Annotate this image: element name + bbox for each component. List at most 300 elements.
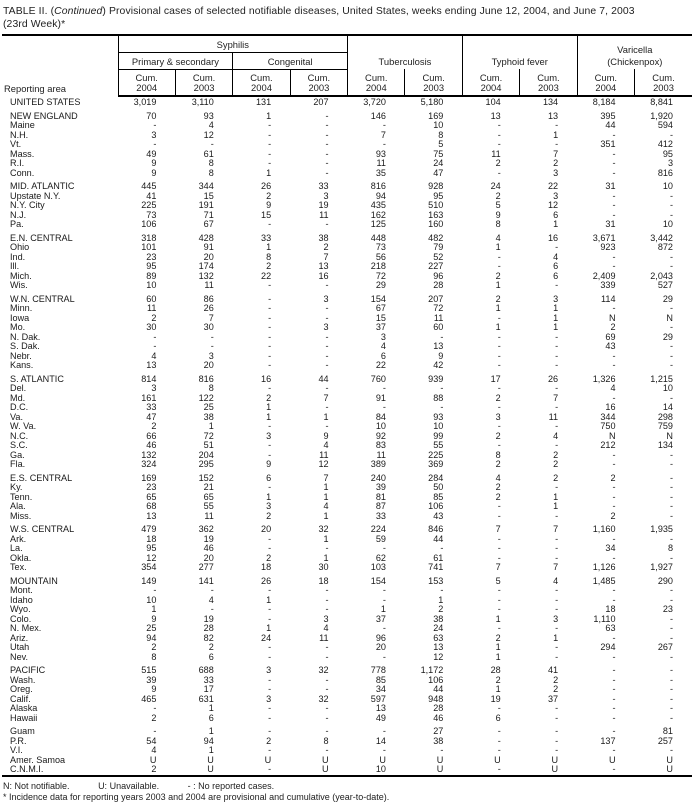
reporting-area-cell: Va. xyxy=(10,411,23,422)
value-cell: - xyxy=(497,350,501,361)
reporting-area-cell: Ky. xyxy=(10,482,23,493)
table-row xyxy=(2,460,692,470)
value-cell: - xyxy=(497,440,501,451)
reporting-area-cell: Iowa xyxy=(10,312,30,323)
value-cell: 134 xyxy=(542,97,559,108)
cum-year-header: Cum. 2004 xyxy=(348,69,405,96)
value-cell: - xyxy=(325,585,329,596)
table-row xyxy=(2,201,692,211)
value-cell: 12 xyxy=(548,200,559,211)
value-cell: 20 xyxy=(203,360,214,371)
table-row xyxy=(2,384,692,394)
value-cell: 51 xyxy=(203,440,214,451)
value-cell: 41 xyxy=(146,190,157,201)
value-cell: U xyxy=(321,764,329,775)
value-cell: 4 xyxy=(323,440,329,451)
value-cell: 1,485 xyxy=(592,575,616,586)
value-cell: 2 xyxy=(495,158,501,169)
value-cell: 1 xyxy=(266,402,272,413)
value-cell: 14 xyxy=(662,402,673,413)
value-cell: 16 xyxy=(605,402,616,413)
syphilis-group-header: Syphilis xyxy=(118,35,348,53)
value-cell: 2 xyxy=(495,293,501,304)
value-cell: - xyxy=(382,402,386,413)
title-rest: ) Provisional cases of selected notifiable diseases, United States, weeks ending June 12, 2004, and June 7, 2003 xyxy=(102,6,635,17)
cum-year-header: Cum. 2004 xyxy=(462,69,519,96)
value-cell: 3 xyxy=(151,129,157,140)
reporting-area-cell: P.R. xyxy=(10,735,27,746)
value-cell: 1 xyxy=(553,129,559,140)
table-body xyxy=(2,96,692,776)
value-cell: 44 xyxy=(433,533,444,544)
value-cell: 2 xyxy=(266,510,272,521)
value-cell: 94 xyxy=(203,735,214,746)
reporting-area-cell: UNITED STATES xyxy=(10,96,81,107)
reporting-area-cell: Ariz. xyxy=(10,632,29,643)
value-cell: 1 xyxy=(208,745,214,756)
reporting-area-cell: E.S. CENTRAL xyxy=(10,472,73,483)
value-cell: 1 xyxy=(380,604,386,615)
reporting-area-cell: Fla. xyxy=(10,459,26,470)
value-cell: - xyxy=(268,421,272,432)
value-cell: 12 xyxy=(203,129,214,140)
value-cell: 362 xyxy=(198,524,214,535)
value-cell: 1,215 xyxy=(650,373,673,384)
table-row xyxy=(2,159,692,169)
value-cell: - xyxy=(325,604,329,615)
value-cell: 3,019 xyxy=(133,97,157,108)
value-cell: 85 xyxy=(375,674,386,685)
value-cell: 94 xyxy=(146,632,157,643)
value-cell: - xyxy=(612,501,616,512)
value-cell: - xyxy=(497,623,501,634)
value-cell: 369 xyxy=(428,459,444,470)
value-cell: - xyxy=(210,331,214,342)
value-cell: - xyxy=(612,632,616,643)
value-cell: - xyxy=(555,623,559,634)
value-cell: 7 xyxy=(553,392,559,403)
value-cell: 1 xyxy=(553,312,559,323)
value-cell: - xyxy=(325,726,329,737)
value-cell: 95 xyxy=(146,261,157,272)
value-cell: - xyxy=(555,440,559,451)
value-cell: 3 xyxy=(151,383,157,394)
cum-year-header: Cum. 2003 xyxy=(520,69,577,96)
value-cell: 816 xyxy=(198,373,214,384)
table-row xyxy=(2,525,692,535)
value-cell: 30 xyxy=(146,322,157,333)
value-cell: 88 xyxy=(433,392,444,403)
table-row xyxy=(2,704,692,714)
value-cell: 4 xyxy=(151,350,157,361)
reporting-area-cell: S. ATLANTIC xyxy=(10,373,64,384)
value-cell: U xyxy=(436,764,444,775)
value-cell: - xyxy=(669,651,673,662)
value-cell: 4 xyxy=(553,430,559,441)
value-cell: 4 xyxy=(208,594,214,605)
value-cell: 14 xyxy=(375,735,386,746)
value-cell: 939 xyxy=(428,373,444,384)
value-cell: - xyxy=(268,219,272,230)
table-row xyxy=(2,512,692,522)
value-cell: 34 xyxy=(605,543,616,554)
value-cell: 1 xyxy=(495,303,501,314)
value-cell: 11 xyxy=(548,411,559,422)
reporting-area-cell: Wis. xyxy=(10,280,28,291)
value-cell: - xyxy=(325,421,329,432)
value-cell: 3,720 xyxy=(363,97,386,108)
value-cell: 9 xyxy=(495,209,501,220)
reporting-area-cell: E.N. CENTRAL xyxy=(10,232,73,243)
value-cell: 1 xyxy=(495,242,501,253)
value-cell: 103 xyxy=(370,562,386,573)
value-cell: - xyxy=(669,674,673,685)
value-cell: - xyxy=(612,129,616,140)
value-cell: - xyxy=(612,491,616,502)
value-cell: 33 xyxy=(318,181,329,192)
value-cell: 85 xyxy=(433,491,444,502)
value-cell: U xyxy=(149,754,157,765)
value-cell: 4 xyxy=(495,472,501,483)
value-cell: 72 xyxy=(203,430,214,441)
value-cell: 101 xyxy=(141,242,157,253)
value-cell: 7 xyxy=(553,562,559,573)
table-row xyxy=(2,304,692,314)
value-cell: 1 xyxy=(266,242,272,253)
value-cell: 24 xyxy=(433,623,444,634)
value-cell: 18 xyxy=(261,562,272,573)
value-cell: - xyxy=(669,501,673,512)
value-cell: 18 xyxy=(318,575,329,586)
value-cell: U xyxy=(551,764,559,775)
value-cell: 63 xyxy=(605,623,616,634)
reporting-area-cell: N.Y. City xyxy=(10,200,45,211)
reporting-area-cell: Minn. xyxy=(10,303,33,314)
value-cell: 42 xyxy=(433,360,444,371)
value-cell: 688 xyxy=(198,665,214,676)
value-cell: - xyxy=(497,167,501,178)
table-row xyxy=(2,169,692,179)
value-cell: 2 xyxy=(266,552,272,563)
value-cell: U xyxy=(436,754,444,765)
value-cell: - xyxy=(382,120,386,131)
value-cell: 7 xyxy=(380,129,386,140)
reporting-area-cell: S. Dak. xyxy=(10,341,40,352)
table-row xyxy=(2,192,692,202)
value-cell: 1 xyxy=(323,510,329,521)
value-cell: 1 xyxy=(553,219,559,230)
value-cell: 23 xyxy=(662,604,673,615)
footnote-unavailable: U: Unavailable. xyxy=(98,780,160,791)
value-cell: 12 xyxy=(146,552,157,563)
value-cell: 94 xyxy=(375,190,386,201)
value-cell: 10 xyxy=(433,120,444,131)
value-cell: 11 xyxy=(146,303,157,314)
value-cell: - xyxy=(497,312,501,323)
value-cell: 3,110 xyxy=(191,97,214,108)
value-cell: 81 xyxy=(375,491,386,502)
value-cell: 3 xyxy=(208,350,214,361)
value-cell: 2 xyxy=(266,735,272,746)
value-cell: 72 xyxy=(375,270,386,281)
table-row xyxy=(2,714,692,724)
value-cell: 6 xyxy=(553,209,559,220)
value-cell: - xyxy=(555,726,559,737)
value-cell: 5 xyxy=(438,139,444,150)
value-cell: - xyxy=(555,341,559,352)
value-cell: U xyxy=(207,754,214,765)
value-cell: - xyxy=(555,604,559,615)
value-cell: 31 xyxy=(605,219,616,230)
value-cell: 19 xyxy=(490,693,501,704)
value-cell: 2 xyxy=(553,449,559,460)
table-row xyxy=(2,765,692,776)
value-cell: - xyxy=(268,341,272,352)
value-cell: - xyxy=(669,251,673,262)
table-row xyxy=(2,643,692,653)
table-row xyxy=(2,394,692,404)
value-cell: 3,442 xyxy=(650,232,673,243)
value-cell: 69 xyxy=(605,331,616,342)
value-cell: 510 xyxy=(428,200,444,211)
value-cell: - xyxy=(555,120,559,131)
value-cell: 1,172 xyxy=(420,665,444,676)
value-cell: - xyxy=(669,623,673,634)
value-cell: 4 xyxy=(323,501,329,512)
value-cell: - xyxy=(612,261,616,272)
value-cell: 9 xyxy=(151,158,157,169)
value-cell: 46 xyxy=(203,543,214,554)
value-cell: 8,184 xyxy=(592,97,616,108)
reporting-area-cell: Pa. xyxy=(10,219,24,230)
value-cell: 2 xyxy=(610,322,616,333)
value-cell: 257 xyxy=(657,735,673,746)
footnotes xyxy=(2,781,692,804)
value-cell: 18 xyxy=(605,604,616,615)
value-cell: 81 xyxy=(662,726,673,737)
value-cell: - xyxy=(325,120,329,131)
value-cell: - xyxy=(268,642,272,653)
value-cell: - xyxy=(612,665,616,676)
value-cell: 163 xyxy=(428,209,444,220)
value-cell: 131 xyxy=(255,97,272,108)
table-row xyxy=(2,272,692,282)
value-cell: - xyxy=(669,693,673,704)
reporting-area-cell: Ill. xyxy=(10,261,20,272)
value-cell: - xyxy=(325,360,329,371)
value-cell: 154 xyxy=(370,293,386,304)
value-cell: 294 xyxy=(600,642,616,653)
value-cell: 7 xyxy=(208,312,214,323)
value-cell: - xyxy=(382,585,386,596)
table-row xyxy=(2,634,692,644)
value-cell: 26 xyxy=(261,575,272,586)
table-row xyxy=(2,685,692,695)
value-cell: 25 xyxy=(146,623,157,634)
value-cell: - xyxy=(325,594,329,605)
table-row xyxy=(2,596,692,606)
value-cell: 65 xyxy=(146,491,157,502)
value-cell: - xyxy=(612,209,616,220)
value-cell: 10 xyxy=(146,594,157,605)
value-cell: 52 xyxy=(433,251,444,262)
title-continued: Continued xyxy=(54,6,103,17)
value-cell: - xyxy=(669,510,673,521)
value-cell: 207 xyxy=(313,97,329,108)
value-cell: 4 xyxy=(208,120,214,131)
value-cell: 162 xyxy=(370,209,386,220)
value-cell: 91 xyxy=(375,392,386,403)
value-cell: 13 xyxy=(375,703,386,714)
value-cell: - xyxy=(325,110,329,121)
value-cell: - xyxy=(612,303,616,314)
value-cell: 594 xyxy=(657,120,673,131)
value-cell: 816 xyxy=(370,181,386,192)
value-cell: 13 xyxy=(146,510,157,521)
value-cell: 1 xyxy=(266,594,272,605)
reporting-area-cell: R.I. xyxy=(10,158,25,169)
value-cell: 11 xyxy=(376,158,386,169)
value-cell: - xyxy=(612,459,616,470)
table-row xyxy=(2,112,692,122)
table-row xyxy=(2,140,692,150)
value-cell: 1 xyxy=(323,552,329,563)
value-cell: 1,126 xyxy=(592,562,616,573)
value-cell: 13 xyxy=(490,110,501,121)
value-cell: - xyxy=(555,421,559,432)
value-cell: 13 xyxy=(548,110,559,121)
value-cell: 2 xyxy=(553,158,559,169)
table-row xyxy=(2,493,692,503)
value-cell: 10 xyxy=(433,421,444,432)
value-cell: - xyxy=(612,392,616,403)
table-row xyxy=(2,577,692,587)
value-cell: 13 xyxy=(146,360,157,371)
value-cell: 32 xyxy=(318,693,329,704)
value-cell: 24 xyxy=(490,181,501,192)
value-cell: - xyxy=(268,449,272,460)
value-cell: 8 xyxy=(208,383,214,394)
value-cell: 6 xyxy=(553,261,559,272)
value-cell: 92 xyxy=(375,430,386,441)
value-cell: - xyxy=(669,341,673,352)
value-cell: - xyxy=(669,585,673,596)
value-cell: 33 xyxy=(203,674,214,685)
footnote-legend xyxy=(3,781,692,793)
value-cell: - xyxy=(268,280,272,291)
value-cell: 212 xyxy=(600,440,616,451)
value-cell: - xyxy=(268,293,272,304)
value-cell: 104 xyxy=(485,97,501,108)
value-cell: 482 xyxy=(428,232,444,243)
value-cell: 2 xyxy=(495,632,501,643)
value-cell: 8 xyxy=(667,543,673,554)
value-cell: 1 xyxy=(266,167,272,178)
value-cell: - xyxy=(153,341,157,352)
table-row xyxy=(2,253,692,263)
value-cell: 479 xyxy=(141,524,157,535)
value-cell: 13 xyxy=(433,341,444,352)
value-cell: - xyxy=(612,764,616,775)
value-cell: 778 xyxy=(370,665,386,676)
value-cell: - xyxy=(612,552,616,563)
reporting-area-cell: V.I. xyxy=(10,745,23,756)
table-row xyxy=(2,262,692,272)
value-cell: 19 xyxy=(318,200,329,211)
reporting-area-cell: N.C. xyxy=(10,430,29,441)
value-cell: 227 xyxy=(428,261,444,272)
value-cell: 4 xyxy=(610,383,616,394)
table-row xyxy=(2,413,692,423)
reporting-area-cell: Hawaii xyxy=(10,712,38,723)
value-cell: 8 xyxy=(266,251,272,262)
value-cell: U xyxy=(494,754,501,765)
value-cell: - xyxy=(497,341,501,352)
reporting-area-cell: Ark. xyxy=(10,533,27,544)
value-cell: - xyxy=(669,613,673,624)
value-cell: 23 xyxy=(146,251,157,262)
value-cell: - xyxy=(440,745,444,756)
reporting-area-cell: Okla. xyxy=(10,552,32,563)
value-cell: 83 xyxy=(375,440,386,451)
value-cell: - xyxy=(497,501,501,512)
value-cell: 79 xyxy=(433,242,444,253)
value-cell: 3 xyxy=(495,411,501,422)
value-cell: 1 xyxy=(266,623,272,634)
value-cell: 5,180 xyxy=(420,97,444,108)
value-cell: 1 xyxy=(323,411,329,422)
value-cell: - xyxy=(612,167,616,178)
value-cell: 816 xyxy=(657,167,673,178)
value-cell: - xyxy=(612,482,616,493)
value-cell: 50 xyxy=(433,482,444,493)
table-row xyxy=(2,746,692,756)
value-cell: - xyxy=(497,331,501,342)
value-cell: 66 xyxy=(146,430,157,441)
notifiable-diseases-table xyxy=(2,34,692,777)
table-row xyxy=(2,483,692,493)
value-cell: 30 xyxy=(203,322,214,333)
value-cell: - xyxy=(268,312,272,323)
value-cell: - xyxy=(325,383,329,394)
value-cell: - xyxy=(440,585,444,596)
title-prefix: TABLE II. ( xyxy=(3,6,55,17)
value-cell: 169 xyxy=(428,110,444,121)
table-row xyxy=(2,695,692,705)
value-cell: - xyxy=(440,543,444,554)
value-cell: - xyxy=(268,684,272,695)
value-cell: 32 xyxy=(318,524,329,535)
value-cell: 21 xyxy=(203,482,214,493)
reporting-area-cell: D.C. xyxy=(10,402,29,413)
value-cell: 445 xyxy=(141,181,157,192)
value-cell: - xyxy=(612,158,616,169)
value-cell: - xyxy=(268,726,272,737)
value-cell: 32 xyxy=(318,665,329,676)
value-cell: U xyxy=(666,764,673,775)
value-cell: 277 xyxy=(198,562,214,573)
value-cell: - xyxy=(612,651,616,662)
value-cell: - xyxy=(382,383,386,394)
value-cell: 2 xyxy=(553,472,559,483)
value-cell: - xyxy=(497,251,501,262)
reporting-area-cell: N. Dak. xyxy=(10,331,41,342)
footnote-no-reported-cases: - : No reported cases. xyxy=(187,780,275,791)
value-cell: 354 xyxy=(141,562,157,573)
value-cell: - xyxy=(612,533,616,544)
value-cell: 39 xyxy=(375,482,386,493)
table-row xyxy=(2,615,692,625)
